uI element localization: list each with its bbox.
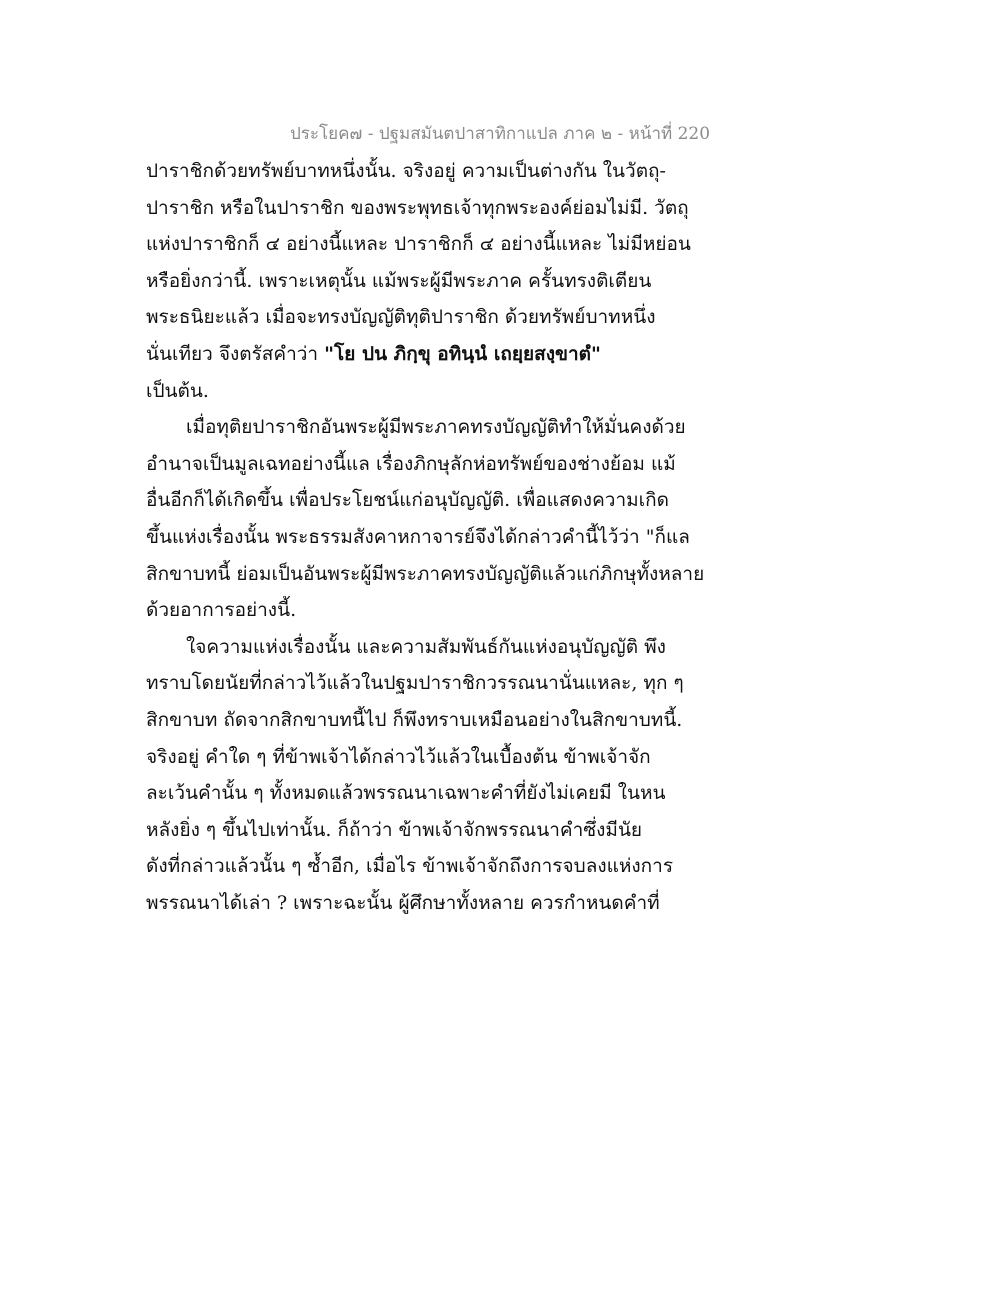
text-line: สิกขาบทนี้ ย่อมเป็นอันพระผู้มีพระภาคทรงบัญญัติแล้วแก่ภิกษุทั้งหลาย: [146, 562, 705, 585]
text-line: ทราบโดยนัยที่กล่าวไว้แล้วในปฐมปาราชิกวรรณนานั่นแหละ, ทุก ๆ: [146, 672, 684, 695]
text-line-with-pali-quote: [146, 336, 706, 373]
body-text: [146, 153, 706, 921]
text-line: ปาราชิก หรือในปาราชิก ของพระพุทธเจ้าทุกพระองค์ย่อมไม่มี. วัตถุ: [146, 196, 689, 219]
text-line: จริงอยู่ คำใด ๆ ที่ข้าพเจ้าได้กล่าวไว้แล้วในเบื้องต้น ข้าพเจ้าจัก: [146, 745, 651, 768]
text-line: สิกขาบท ถัดจากสิกขาบทนี้ไป ก็พึงทราบเหมือนอย่างในสิกขาบทนี้.: [146, 708, 683, 731]
text-line: ขึ้นแห่งเรื่องนั้น พระธรรมสังคาหกาจารย์จึงได้กล่าวคำนี้ไว้ว่า "ก็แล: [146, 525, 690, 548]
text-line: ใจความแห่งเรื่องนั้น และความสัมพันธ์กันแห่งอนุบัญญัติ พึง: [186, 635, 666, 658]
text-line: ดังที่กล่าวแล้วนั้น ๆ ซ้ำอีก, เมื่อไร ข้าพเจ้าจักถึงการจบลงแห่งการ: [146, 855, 674, 878]
text-line: พรรณนาได้เล่า ? เพราะฉะนั้น ผู้ศึกษาทั้งหลาย ควรกำหนดคำที่: [146, 891, 660, 914]
paragraph-2: [146, 409, 706, 629]
text-line: แห่งปาราชิกก็ ๔ อย่างนี้แหละ ปาราชิกก็ ๔ อย่างนี้แหละ ไม่มีหย่อน: [146, 233, 691, 256]
text-line: อำนาจเป็นมูลเฉทอย่างนี้แล เรื่องภิกษุลักห่อทรัพย์ของช่างย้อม แม้: [146, 452, 676, 475]
text-line: ละเว้นคำนั้น ๆ ทั้งหมดแล้วพรรณนาเฉพาะคำที่ยังไม่เคยมี ในหน: [146, 782, 666, 805]
paragraph-3: [146, 629, 706, 922]
pali-quote: "โย ปน ภิกฺขุ อทินฺนํ เถยฺยสงฺขาตํ": [324, 342, 601, 365]
paragraph-1: [146, 153, 706, 409]
text-fragment: นั่นเทียว จึงตรัสคำว่า: [146, 342, 325, 365]
text-line: ด้วยอาการอย่างนี้.: [146, 599, 297, 622]
text-line: หรือยิ่งกว่านี้. เพราะเหตุนั้น แม้พระผู้มีพระภาค ครั้นทรงติเตียน: [146, 269, 652, 292]
text-line: พระธนิยะแล้ว เมื่อจะทรงบัญญัติทุติปาราชิก ด้วยทรัพย์บาทหนึ่ง: [146, 306, 656, 329]
running-header: ประโยค๗ - ปฐมสมันตปาสาทิกาแปล ภาค ๒ - หน้าที่ 220: [290, 124, 711, 144]
text-line: หลังยิ่ง ๆ ขึ้นไปเท่านั้น. ก็ถ้าว่า ข้าพเจ้าจักพรรณนาคำซึ่งมีนัย: [146, 818, 643, 841]
text-line: อื่นอีกก็ได้เกิดขึ้น เพื่อประโยชน์แก่อนุบัญญัติ. เพื่อแสดงความเกิด: [146, 489, 669, 512]
text-line: เป็นต้น.: [146, 379, 209, 402]
text-line: ปาราชิกด้วยทรัพย์บาทหนึ่งนั้น. จริงอยู่ ความเป็นต่างกัน ในวัตถุ-: [146, 160, 666, 182]
text-line: เมื่อทุติยปาราชิกอันพระผู้มีพระภาคทรงบัญญัติทำให้มั่นคงด้วย: [186, 416, 686, 439]
